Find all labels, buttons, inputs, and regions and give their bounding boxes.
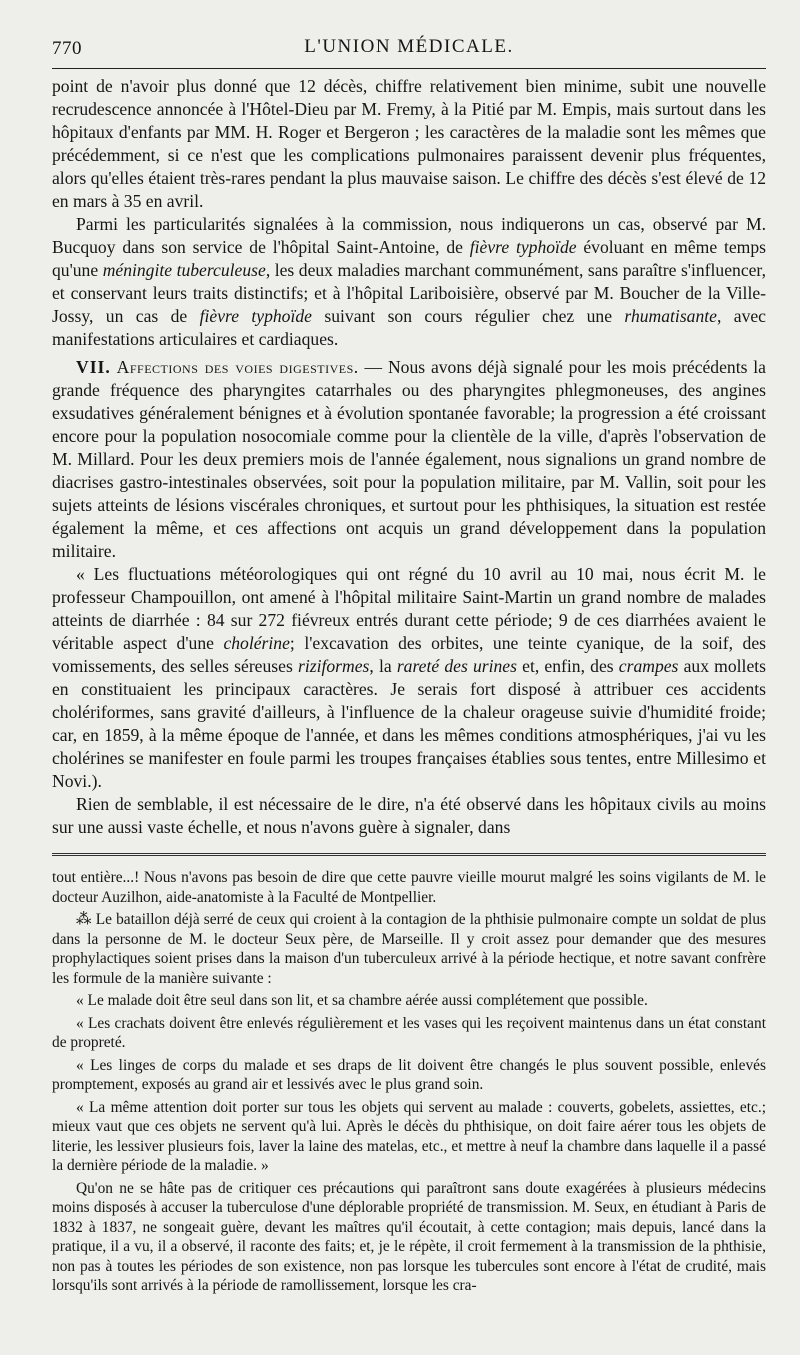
note-seux [52,910,766,988]
section-text: — Nous avons déjà signalé pour les mois précédents la grande fréquence des pharyngites catarrhales ou des pharyngites phlegmoneuses, des angines exsudatives généralement bénignes et à évolution spontanée favorable; la progression a été croissant encore pour la population nosocomiale comme pour la clientèle de la ville, d'après l'observation de M. Millard. Pour les deux premiers mois de l'année également, nous signalions un grand nombre de diacrises gastro-intestinales observées, soit pour la population militaire, par M. Vallin, soit pour les sujets atteints de lésions viscérales chroniques, et surtout pour les phthisiques, la situation est restée également la même, et ces affections ont acquis un grand développement dans la population militaire. [52,357,766,561]
paragraph-quotation [52,563,766,793]
paragraph-particularites [52,213,766,351]
page-header [52,30,766,66]
running-title: L'UNION MÉDICALE. [304,36,514,57]
footnotes [52,868,766,1296]
text-run: ; l'excavation des orbites, une teinte cyanique, de la soif, des vomissements, des selles séreuses [52,633,766,676]
text-run: , avec manifestations articulaires et cardiaques. [52,306,766,349]
footnote-separator [52,853,766,860]
paragraph-text: Rien de semblable, il est nécessaire de le dire, n'a été observé dans les hôpitaux civils au moins sur une aussi vaste échelle, et nous n'avons guère à signaler, dans [52,794,766,837]
text-run: aux mollets en constituaient les principaux caractères. Je serais fort disposé à attribuer ces accidents cholériformes, sans gravité d'ailleurs, à l'influence de la chaleur orageuse suivie d'humidité froide; car, en 1859, à la même époque de l'année, et dans les mêmes conditions atmosphériques, j'ai vu les cholérines se manifester en foule parmi les troupes françaises établies sous tentes, entre Millesimo et Novi.). [52,656,766,791]
section-vii [52,356,766,563]
italic-term: méningite tuberculeuse [102,260,266,280]
italic-term: fièvre typhoïde [199,306,312,326]
text-run: , la [369,656,397,676]
note-quote-1 [52,991,766,1011]
main-text [52,75,766,839]
italic-term: cholérine [223,633,290,653]
paragraph-text: point de n'avoir plus donné que 12 décès, chiffre relativement bien minime, subit une nouvelle recrudescence annoncée à l'Hôtel-Dieu par M. Fremy, à la Pitié par M. Empis, mais surtout dans les hôpitaux d'enfants par MM. H. Roger et Bergeron ; les caractères de la maladie sont les mêmes que précédemment, si ce n'est que les complications pulmonaires paraissent devenir plus fréquentes, alors qu'elles étaient très-rares pendant la plus mauvaise saison. Le chiffre des décès s'est élevé de 12 en mars à 35 en avril. [52,76,766,211]
asterism-mark: ⁂ [76,911,92,928]
italic-term: fièvre typhoïde [469,237,577,257]
text-run: évoluant en même temps qu'une [52,237,767,280]
italic-term: rhumatisante [624,306,717,326]
section-number: VII. [76,357,111,377]
paragraph-last [52,793,766,839]
note-quote-4 [52,1098,766,1176]
note-text: « Les crachats doivent être enlevés régulièrement et les vases qui les reçoivent maintenus dans un état constant de propreté. [52,1014,766,1051]
note-text: « La même attention doit porter sur tous les objets qui servent au malade : couverts, gobelets, assiettes, etc.; mieux vaut que ces objets ne servent qu'à lui. Après le décès du phthisique, on doit faire aérer tous les objets de literie, les lessiver plusieurs fois, laver la laine des matelas, etc., et mettre à neuf la chambre dans laquelle il a passé la dernière période de la maladie. » [52,1098,766,1174]
note-text: Le bataillon déjà serré de ceux qui croient à la contagion de la phthisie pulmonaire compte un soldat de plus dans la personne de M. le docteur Seux père, de Marseille. Il y croit assez pour demander que des mesures prophylactiques soient prises dans la maison d'un tuberculeux arrivé à la période hectique, et notre savant confrère les formule de la manière suivante : [52,911,767,987]
note-commentary [52,1179,766,1296]
note-text: « Les linges de corps du malade et ses draps de lit doivent être changés le plus souvent possible, enlevés promptement, exposés au grand air et lessivés avec le plus grand soin. [52,1056,766,1093]
italic-term: rareté des urines [396,656,517,676]
text-run: suivant son cours régulier chez une [311,306,625,326]
note-quote-2 [52,1014,766,1053]
italic-term: riziformes [297,656,370,676]
note-text: tout entière...! Nous n'avons pas besoin de dire que cette pauvre vieille mourut malgré les soins vigilants de M. le docteur Auzilhon, aide-anatomiste à la Faculté de Montpellier. [52,869,766,906]
page-number: 770 [52,38,82,59]
text-run: Parmi les particularités signalées à la commission, nous indiquerons un cas, observé par M. Bucquoy dans son service de l'hôpital Saint-Antoine, de [52,214,766,257]
note-text: Qu'on ne se hâte pas de critiquer ces précautions qui paraîtront sans doute exagérées à plusieurs médecins moins disposés à accuser la tuberculose d'une déplorable propriété de transmission. M. Seux, en étudiant à Paris de 1832 à 1837, ne songeait guère, devant les maîtres qu'il écoutait, à cette contagion; mais depuis, lancé dans la pratique, il a vu, il a observé, il raconte des faits; et, je le répète, il croit fermement à la transmission de la phthisie, non pas à toutes les périodes de son existence, non pas lorsque les tubercules sont encore à l'état de crudité, mais lorsqu'ils sont arrivés à la période de ramollissement, lorsque les cra- [52,1179,766,1294]
paragraph-continuation [52,75,766,213]
note-quote-3 [52,1056,766,1095]
section-title: Affections des voies digestives. [116,357,359,377]
note-text: « Le malade doit être seul dans son lit, et sa chambre aérée aussi complétement que possible. [76,992,648,1009]
italic-term: crampes [618,656,679,676]
header-rule [52,68,766,69]
note-continuation [52,868,766,907]
text-run: « Les fluctuations météorologiques qui ont régné du 10 avril au 10 mai, nous écrit M. le professeur Champouillon, ont amené à l'hôpital militaire Saint-Martin un grand nombre de malades atteints de diarrhée : 84 sur 272 fiévreux entrés durant cette période; 9 de ces diarrhées avaient le véritable aspect d'une [52,564,766,653]
text-run: et, enfin, des [516,656,619,676]
text-run: , les deux maladies marchant communément, sans paraître s'influencer, et conservant leurs traits distinctifs; et à l'hôpital Lariboisière, observé par M. Boucher de la Ville-Jossy, un cas de [52,260,766,326]
